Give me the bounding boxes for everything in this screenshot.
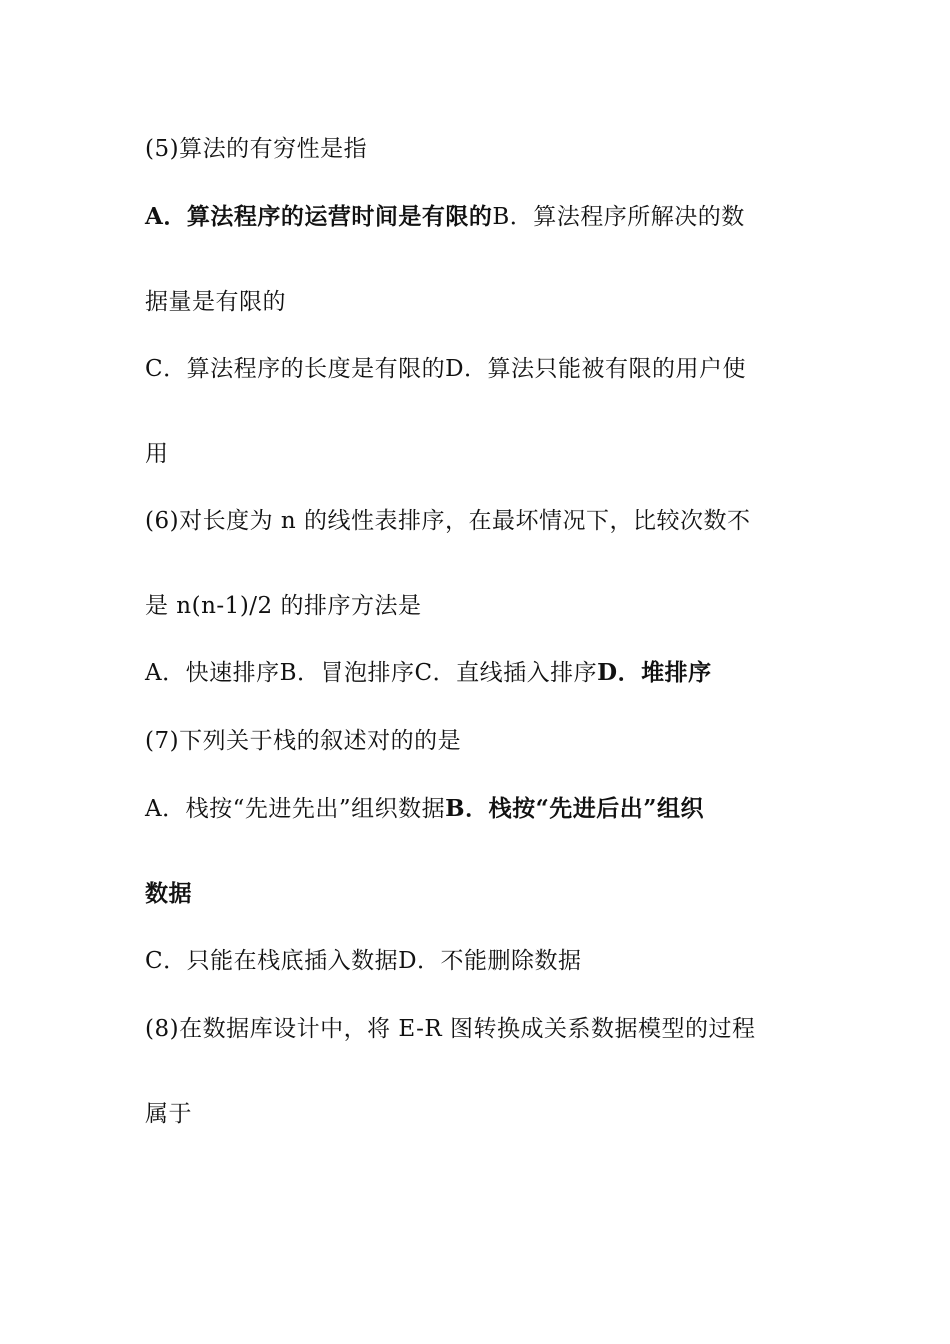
q5-option-b-continued bbox=[145, 287, 286, 317]
q5-option-d-continued bbox=[145, 439, 169, 469]
q5-option-b-cont-text: 据量是有限的 bbox=[145, 289, 286, 315]
q7-options-ab bbox=[145, 794, 704, 824]
q7-option-c: C．只能在栈底插入数据 bbox=[145, 948, 399, 974]
q7-option-d: D．不能删除数据 bbox=[398, 948, 582, 974]
q7-option-b-answer: B．栈按“先进后出”组织 bbox=[445, 795, 705, 822]
q7-stem-text: (7)下列关于栈的叙述对的的是 bbox=[145, 728, 462, 754]
q7-stem bbox=[145, 726, 461, 756]
q5-option-b: B．算法程序所解决的数 bbox=[492, 204, 745, 230]
q8-stem-continued bbox=[145, 1099, 192, 1129]
q8-stem bbox=[145, 1014, 756, 1044]
q7-options-cd bbox=[145, 946, 582, 976]
q5-options-cd bbox=[145, 354, 746, 384]
q7-option-b-continued bbox=[145, 879, 192, 909]
q5-options-ab bbox=[145, 202, 745, 232]
q7-option-b-cont-text: 数据 bbox=[145, 880, 192, 907]
q6-stem-cont-text: 是 n(n-1)/2 的排序方法是 bbox=[145, 593, 422, 619]
q6-option-d-answer: D．堆排序 bbox=[597, 659, 712, 686]
q6-stem-continued bbox=[145, 591, 421, 621]
q6-option-b: B．冒泡排序 bbox=[279, 660, 415, 686]
q6-option-a: A．快速排序 bbox=[145, 660, 280, 686]
q6-stem bbox=[145, 506, 751, 536]
q5-stem bbox=[145, 134, 367, 164]
q5-option-c: C．算法程序的长度是有限的 bbox=[145, 356, 446, 382]
q6-option-c: C．直线插入排序 bbox=[414, 660, 598, 686]
q8-stem-cont-text: 属于 bbox=[145, 1101, 192, 1127]
q5-stem-text: (5)算法的有穷性是指 bbox=[145, 136, 368, 162]
q5-option-d: D．算法只能被有限的用户使 bbox=[445, 356, 747, 382]
q7-option-a: A．栈按“先进先出”组织数据 bbox=[145, 796, 446, 822]
q5-option-a-answer: A．算法程序的运营时间是有限的 bbox=[145, 203, 493, 230]
q8-stem-text: (8)在数据库设计中，将 E-R 图转换成关系数据模型的过程 bbox=[145, 1016, 756, 1042]
q6-stem-text: (6)对长度为 n 的线性表排序，在最坏情况下，比较次数不 bbox=[145, 508, 751, 534]
q6-options bbox=[145, 658, 712, 688]
q5-option-d-cont-text: 用 bbox=[145, 441, 169, 467]
